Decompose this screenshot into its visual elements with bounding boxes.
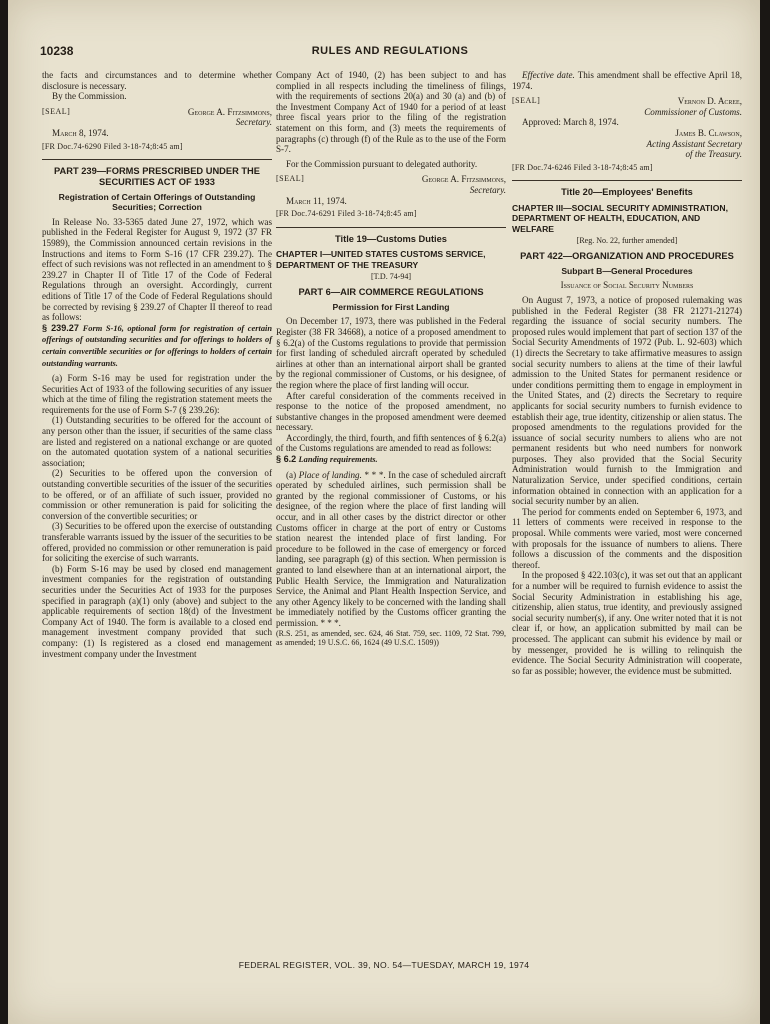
paragraph: (b) Form S-16 may be used by closed end management investment companies for the registration of outstanding securities under the Securities Act of 1933 for the purposes specified in paragraph (a)(1) only (above) and subject to the applicable requirements of section 18(d) of the Investment Company Act of 1940. The form is available to a closed end management investment company provided that such company: (1) Is registered as a closed end management investment company under the Investment — [42, 563, 272, 659]
signature-date: March 11, 1974. — [286, 195, 347, 206]
paragraph — [276, 470, 506, 629]
subsection-label: (a) — [286, 469, 297, 480]
column-2 — [276, 70, 506, 648]
chapter-heading: CHAPTER I—UNITED STATES CUSTOMS SERVICE, DEPARTMENT OF THE TREASURY — [276, 249, 486, 270]
subheading: Permission for First Landing — [332, 301, 450, 312]
effective-date-text: This amendment shall be effective April 18, 1974. — [512, 70, 743, 91]
paragraph: In the proposed § 422.103(c), it was set out that an applicant for a number will be required to furnish evidence to assist the Social Security Administration in establishing his age, citizenship, alien status, true identity, and previously assigned social security number(s), if any. One writer noted that it is not clear if, or how, an application submitted by mail can be processed. The applicant can submit his evidence by mail or by messenger, provided he is willing to relinquish the evidence. The Social Security Administration will cooperate, so far as possible; however, the evidence must be submitted. — [512, 570, 742, 676]
paragraph: On December 17, 1973, there was published in the Federal Register (38 FR 34668), a notice of a proposed amendment to § 6.2(a) of the Customs regulations to provide that permission for first landing of scheduled aircraft operated by scheduled airlines at other than an international airport shall be granted by the regional commissioner of Customs, or his designee, of the region where the place of first landing will occur. — [276, 316, 506, 390]
effective-date-label: Effective date. — [522, 70, 575, 80]
subheading: Registration of Certain Offerings of Outstanding Securities; Correction — [58, 191, 256, 213]
signer-title: Secretary. — [469, 184, 506, 195]
by-commission: By the Commission. — [52, 91, 127, 102]
signer-title: of the Treasury. — [685, 149, 742, 160]
chapter-heading: CHAPTER III—SOCIAL SECURITY ADMINISTRATION, DEPARTMENT OF HEALTH, EDUCATION, AND WELFARE — [512, 202, 728, 234]
paragraph: (2) Securities to be offered upon the conversion of outstanding convertible securities of the issuer of the securities to be offered, or of an affiliate of such issuer, provided no commission or other remuneration is paid for soliciting the conversion of the convertible securities; or — [42, 468, 272, 521]
title-heading: Title 20—Employees' Benefits — [561, 187, 693, 198]
page-header — [40, 44, 740, 60]
subheading: Issuance of Social Security Numbers — [560, 280, 694, 291]
paragraph: The period for comments ended on September 6, 1973, and 11 letters of comments were received in response to the proposal. While comments were varied, most were concerned with proposals for the issuance of numbers to aliens. There follows a discussion of the comments and the disposition thereof. — [512, 506, 742, 570]
seal-label: [SEAL] — [276, 174, 305, 184]
column-1 — [42, 70, 272, 659]
section-divider — [42, 159, 272, 160]
title-heading: Title 19—Customs Duties — [335, 233, 447, 244]
subsection-text: * * *. In the case of scheduled aircraft operated by scheduled airlines, such permission shall be granted by the regional commissioner of Customs, or his designee, of the region where the place of first landing will occur, and in all other cases by the district director or other Customs officer in charge at the port of entry or Customs station nearest the intended place of first landing. For procedure to be followed in the case of emergency or forced landing, see paragraph (g) of this section. When permission is granted to land elsewhere than at an international airport, the Public Health Service, the Immigration and Naturalization Service, the Animal and Plant Health Inspection Service, and any other Agency likely to be concerned with the landing shall be immediately notified by the Customs officer granting the permission. * * *. — [276, 469, 506, 628]
paragraph: (1) Outstanding securities to be offered for the account of any person other than the issuer, if securities of the same class are listed and registered on a national exchange or are quoted on the automated quotation system of a national securities association; — [42, 415, 272, 468]
column-3 — [512, 70, 742, 676]
signer-name: Vernon D. Acree, — [677, 96, 742, 107]
signer-name: George A. Fitzsimmons, — [421, 174, 506, 185]
paragraph: (3) Securities to be offered upon the exercise of outstanding transferable warrants issued by the issuer of the securities to be offered, provided no commission or other remuneration is paid for soliciting the exercise of such warrants. — [42, 521, 272, 564]
signature-block — [512, 96, 742, 107]
signature-date: March 8, 1974. — [52, 127, 109, 138]
page-number: 10238 — [40, 44, 74, 58]
section-divider — [512, 180, 742, 181]
signer-title: Acting Assistant Secretary — [646, 138, 742, 149]
subsection-caption: Place of landing. — [298, 469, 362, 480]
part-heading: PART 422—ORGANIZATION AND PROCEDURES — [520, 250, 734, 261]
part-heading: PART 6—AIR COMMERCE REGULATIONS — [298, 286, 484, 297]
paragraph: For the Commission pursuant to delegated authority. — [286, 158, 478, 169]
section-number: § 6.2 — [276, 454, 297, 465]
part-heading: PART 239—FORMS PRESCRIBED UNDER THE SECURITIES ACT OF 1933 — [54, 166, 260, 187]
signer-name: James B. Clawson, — [675, 127, 742, 138]
section-heading — [42, 323, 272, 369]
paragraph: Company Act of 1940, (2) has been subject to and has complied in all respects including the timeliness of filings, with the requirements of sections 20(a) and 30 (a) and (b) of the Investment Company Act of 1940 for a period of at least three fiscal years prior to the filing of the registration statement on this form, and (3) meets the requirements of paragraphs (c) through (f) of the Rule as to the use of the Form S-7. — [276, 70, 506, 155]
signer-title: Secretary. — [235, 117, 272, 128]
td-number: [T.D. 74-94] — [370, 271, 412, 281]
reg-number: [Reg. No. 22, further amended] — [576, 235, 678, 245]
page-footer: FEDERAL REGISTER, VOL. 39, NO. 54—TUESDAY, MARCH 19, 1974 — [238, 960, 530, 970]
section-title: Landing requirements. — [298, 455, 378, 465]
signature-block — [276, 174, 506, 185]
paragraph: Accordingly, the third, fourth, and fifth sentences of § 6.2(a) of the Customs regulations are amended to read as follows: — [276, 432, 506, 454]
paragraph: After careful consideration of the comments received in response to the notice of the proposed amendment, no substantive changes in the proposed amendment were deemed necessary. — [276, 390, 506, 433]
authority-citation: (R.S. 251, as amended, sec. 624, 46 Stat. 759, sec. 1109, 72 Stat. 799, as amended; 19 U.S.C. 66, 1624 (49 U.S.C. 1509)) — [276, 628, 506, 648]
section-title: Form S-16, optional form for registration of certain offerings of outstanding securities and for offerings to holders of certain convertible securities or for offerings to holders of certain outstanding warrants. — [42, 323, 273, 368]
subpart-heading: Subpart B—General Procedures — [561, 265, 693, 276]
section-number: § 239.27 — [42, 322, 79, 333]
paragraph: the facts and circumstances and to determine whether disclosure is necessary. — [42, 70, 272, 91]
running-title: RULES AND REGULATIONS — [311, 45, 469, 57]
paragraph: On August 7, 1973, a notice of proposed rulemaking was published in the Federal Register (38 FR 21271-21274) regarding the issuance of social security numbers. The proposed rules would implement that part of section 137 of the Social Security Amendments of 1972 (Pub. L. 92-603) which (1) directs the Secretary to take affirmative measures to assign social security numbers to aliens at the time of their lawful admission to the United States for permanent residence or under conditions permitting them to engage in employment in the United States, and (2) directs the Secretary to require applicants for social security numbers to furnish evidence to establish their age, true identity, citizenship or alien status. The proposed amendments to the regulations provided for the issuance of social security numbers to aliens who are not permanent residents but who need numbers for nonwork purposes. They also provided that the Social Security Administration would furnish to the Immigration and Naturalization Service, under specified conditions, certain information obtained in connection with an application for a social security number by an alien. — [512, 294, 742, 507]
fr-doc-line: [FR Doc.74-6290 Filed 3-18-74;8:45 am] — [42, 141, 183, 151]
seal-label: [SEAL] — [512, 96, 541, 106]
section-divider — [276, 227, 506, 228]
paragraph: In Release No. 33-5365 dated June 27, 1972, which was published in the Federal Register for August 9, 1972 (37 FR 15989), the Commission announced certain revisions in the Instructions and items to Form S-16 (17 CFR 239.27). The effect of such revisions was not reflected in an amendment to § 239.27 in Chapter II of Title 17 of the Code of Federal Regulations through an oversight. Accordingly, current editions of Title 17 of the Code of Federal Regulations should be corrected by revising § 239.27 of Chapter II thereof to read as follows: — [42, 216, 272, 323]
signer-title: Commissioner of Customs. — [644, 106, 742, 117]
approved-date: Approved: March 8, 1974. — [522, 117, 619, 128]
seal-label: [SEAL] — [42, 106, 71, 116]
signer-name: George A. Fitzsimmons, — [187, 106, 272, 117]
fr-doc-line: [FR Doc.74-6246 Filed 3-18-74;8:45 am] — [512, 162, 653, 172]
signature-block — [42, 107, 272, 118]
document-page — [8, 0, 760, 1024]
fr-doc-line: [FR Doc.74-6291 Filed 3-18-74;8:45 am] — [276, 209, 417, 219]
effective-date — [512, 70, 742, 91]
section-heading — [276, 454, 506, 466]
paragraph: (a) Form S-16 may be used for registration under the Securities Act of 1933 of the following securities of any issuer which at the time of filing the registration statement meets the requirements for the use of Form S-7 (§ 239.26): — [42, 373, 272, 415]
